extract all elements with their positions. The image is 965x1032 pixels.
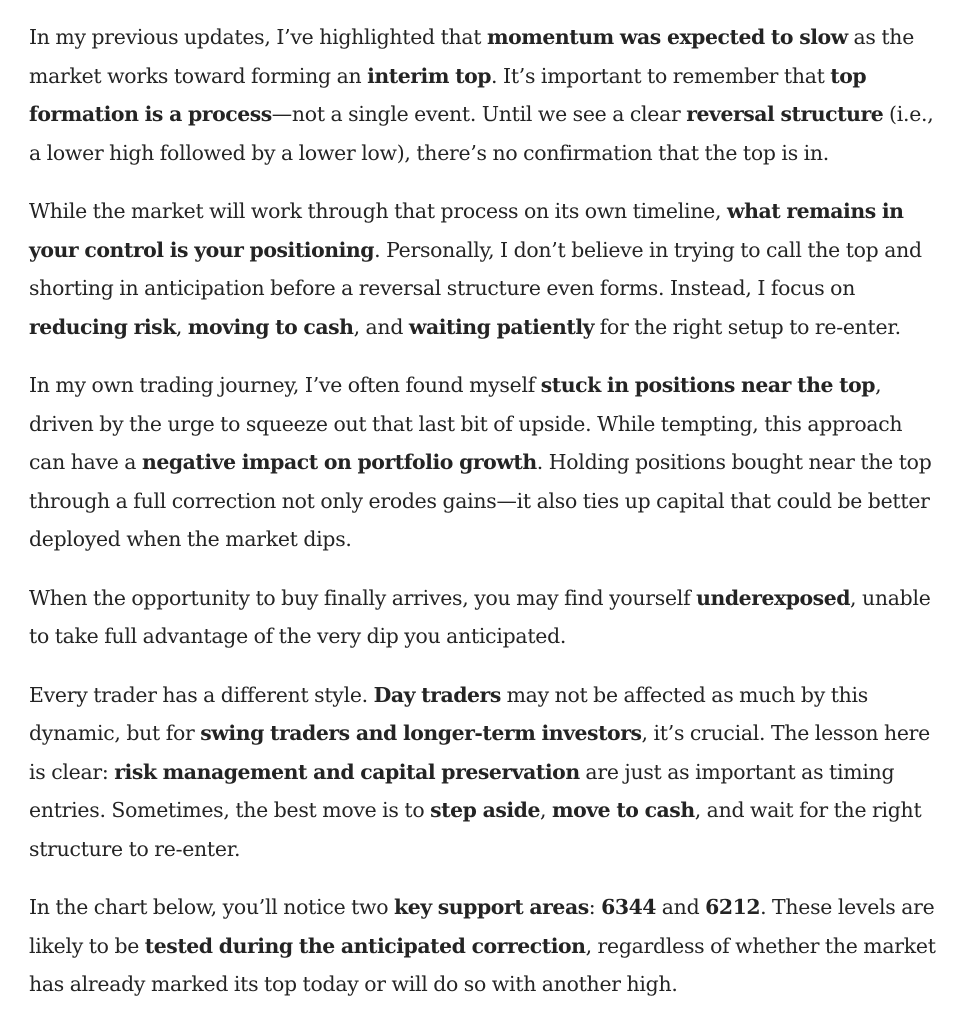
text-run: ,: [540, 798, 552, 822]
text-run: Every trader has a different style.: [29, 682, 374, 707]
bold-phrase: 6212: [705, 895, 761, 919]
text-run: In my own trading journey, I’ve often found myself: [29, 373, 541, 397]
text-run: When the opportunity to buy finally arrives, you may find yourself: [29, 585, 697, 610]
paragraph-underexposed: [29, 579, 941, 656]
bold-phrase: waiting patiently: [408, 314, 595, 339]
bold-phrase: top formation is a process: [29, 63, 867, 126]
paragraph-support-areas: [29, 888, 941, 1004]
text-run: (i.e., a lower high followed by a lower low), there’s no confirmation that the top is in.: [29, 102, 934, 165]
paragraph-trader-styles: [29, 676, 941, 869]
paragraph-positioning: [29, 192, 941, 346]
bold-phrase: risk management and capital preservation: [114, 759, 580, 784]
bold-phrase: momentum was expected to slow: [486, 25, 848, 49]
text-run: may not be affected as much by this dynamic, but for: [29, 682, 869, 745]
text-run: . It’s important to remember that: [491, 63, 831, 88]
article-body: [29, 0, 941, 1024]
bold-phrase: interim top: [367, 63, 492, 88]
text-run: ,: [175, 314, 188, 339]
text-run: , and: [353, 314, 409, 339]
text-run: . Personally, I don’t believe in trying to call the top and shorting in anticipation before a reversal structure even forms. Instead, I focus on: [29, 237, 922, 300]
text-run: :: [588, 895, 602, 919]
text-run: . Holding positions bought near the top through a full correction not only erodes gains—it also ties up capital that could be better deployed when the market dips.: [29, 450, 932, 551]
text-run: In my previous updates, I’ve highlighted that: [29, 25, 487, 49]
bold-phrase: 6344: [601, 895, 657, 919]
bold-phrase: Day traders: [373, 682, 501, 707]
bold-phrase: what remains in your control is your positioning: [29, 199, 904, 262]
text-run: for the right setup to re-enter.: [594, 314, 901, 339]
bold-phrase: reducing risk: [29, 314, 176, 339]
paragraph-trading-journey: [29, 366, 941, 559]
bold-phrase: reversal structure: [686, 102, 884, 126]
text-run: . These levels are likely to be: [29, 895, 935, 958]
text-run: , driven by the urge to squeeze out that last bit of upside. While tempting, this approach can have a: [29, 373, 903, 474]
bold-phrase: underexposed: [696, 585, 851, 610]
bold-phrase: step aside: [430, 798, 540, 822]
bold-phrase: key support areas: [394, 895, 589, 919]
text-run: , and wait for the right structure to re-enter.: [29, 798, 922, 861]
text-run: , unable to take full advantage of the very dip you anticipated.: [29, 585, 931, 648]
text-run: In the chart below, you’ll notice two: [29, 895, 395, 919]
text-run: While the market will work through that process on its own timeline,: [29, 199, 727, 223]
text-run: —not a single event. Until we see a clear: [271, 102, 687, 126]
bold-phrase: swing traders and longer-term investors: [200, 721, 642, 745]
paragraph-previous-updates: [29, 18, 941, 172]
bold-phrase: tested during the anticipated correction: [144, 933, 586, 958]
text-run: , regardless of whether the market has already marked its top today or will do so with another high.: [29, 933, 936, 996]
bold-phrase: negative impact on portfolio growth: [141, 450, 537, 474]
bold-phrase: move to cash: [551, 798, 695, 822]
bold-phrase: stuck in positions near the top: [540, 373, 876, 397]
text-run: as the market works toward forming an: [29, 25, 915, 88]
text-run: and: [656, 895, 706, 919]
bold-phrase: moving to cash: [187, 314, 354, 339]
text-run: are just as important as timing entries. Sometimes, the best move is to: [29, 759, 895, 822]
text-run: , it’s crucial. The lesson here is clear:: [29, 721, 930, 784]
